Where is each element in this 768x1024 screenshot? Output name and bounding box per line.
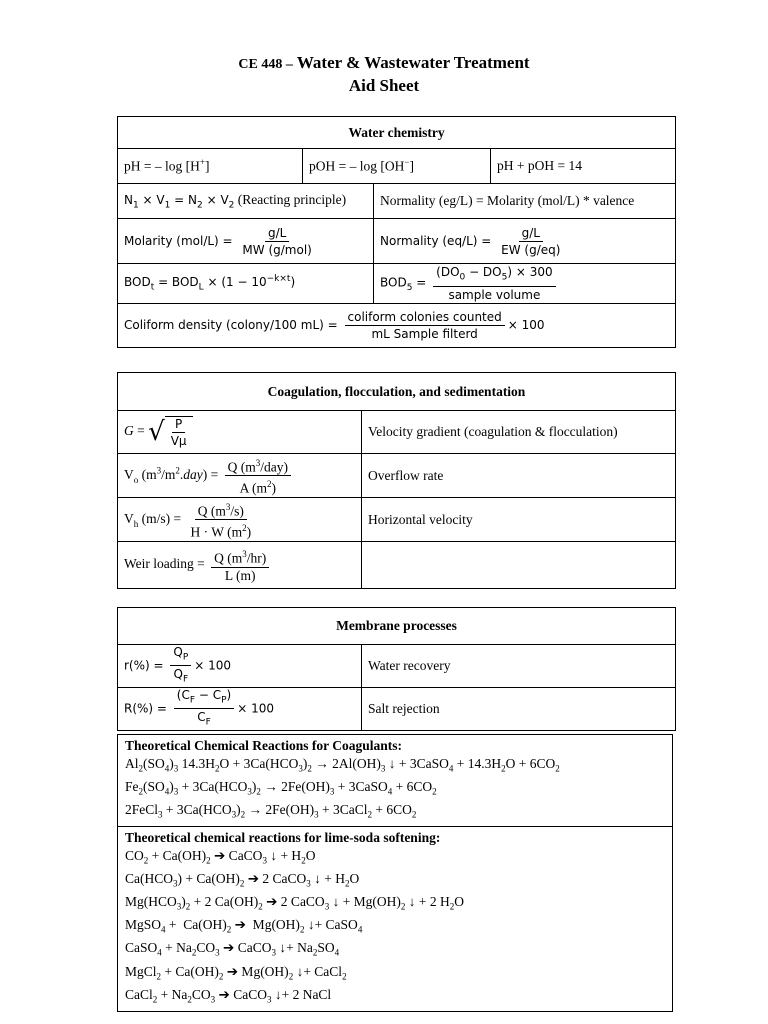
water-recovery-desc: Water recovery [362,645,676,688]
coliform-fraction: $\frac{\text{coliform colonies counted}}{\text{mL Sample filterd}}$ [345,310,505,341]
normality-definition: Normality (eg/L) = Molarity (mol/L) * valence [374,184,676,219]
coagulant-reactions [118,735,672,826]
weir-loading-desc [362,542,676,589]
weir-loading-formula: Weir loading = $\frac{Q (m^3/hr)}{L (m)}$ [118,542,362,589]
ph-formula: pH = – log [H+] [118,149,303,184]
normality-fraction: $\frac{g/L}{EW (g/eq)}$ [501,225,561,257]
velocity-gradient-desc: Velocity gradient (coagulation & flocculation) [362,411,676,454]
poh-formula: pOH = – log [OH−] [303,149,491,184]
horizontal-velocity-desc: Horizontal velocity [362,498,676,542]
water-chemistry-table [117,116,676,348]
salt-rejection-desc: Salt rejection [362,687,676,730]
molarity-formula: Molarity (mol/L) = $\frac{g/L}{\text{MW (g/mol)}}$ [118,219,374,264]
reaction-7: CaCl$_2$ + $Na_2CO_3$ ➔ CaCO$_3$ ↓+ 2 NaCl [125,986,332,1005]
reacting-principle-formula: $N_1 \times V_1 = N_2 \times V_2$ (Reacting principle) [118,184,374,219]
reaction-1: $CO_2 + Ca(OH)_2$ ➔ CaCO$_3$ ↓ + $H_2O$ [125,847,316,866]
membrane-table [117,607,676,731]
reaction-alum: $Al_2(SO_4)_3$ $14.3H_2O + 3Ca(HCO_3)_2 \to 2Al(OH)_3$ ↓ + 3CaSO$_4$ + $14.3H_2O + 6CO_2$ [125,755,560,774]
ph-poh-sum: pH + pOH = 14 [491,149,676,184]
bod-t-formula: $BOD_t = BOD_L \times (1 - 10^{-k\times t})$ [118,264,374,304]
reaction-2: $Ca(HCO_3) + Ca(OH)_2$ ➔ 2 CaCO$_3$ ↓ + $H_2O$ [125,870,360,889]
page-title: Water & Wastewater Treatment [296,53,530,72]
molarity-fraction: $\frac{g/L}{\text{MW (g/mol)}}$ [242,225,312,257]
page-header [0,52,768,96]
reaction-ferric-chloride: 2FeCl$_3$ + $3Ca(HCO_3)_2 \to 2Fe(OH)_3$ + 3CaCl$_2$ + $6CO_2$ [125,801,417,820]
coagulation-title: Coagulation, flocculation, and sedimentation [118,373,676,411]
reaction-6: MgCl$_2$ + $Ca(OH)_2$ ➔ $Mg(OH)_2$ ↓+ CaCl$_2$ [125,963,347,982]
reacting-principle-note: (Reacting principle) [237,191,347,207]
water-chemistry-title: Water chemistry [118,117,676,149]
reaction-4: MgSO$_4$ + $Ca(OH)_2$ ➔ $Mg(OH)_2$ ↓+ CaSO$_4$ [125,917,363,935]
overflow-rate-desc: Overflow rate [362,454,676,498]
velocity-gradient-formula: G = √ $\frac{P}{V\mu}$ [118,411,362,454]
course-code: CE 448 – [238,57,293,72]
coagulation-table [117,372,676,589]
overflow-rate-formula: $V_o$ $(m^3/m^2.day)$ = $\frac{Q (m^3/day)}{A (m^2)}$ [118,454,362,498]
membrane-title: Membrane processes [118,608,676,645]
coliform-density-formula: Coliform density (colony/100 mL) = $\frac{\text{coliform colonies counted}}{\text{mL Sample filterd}}$ × 100 [118,304,676,348]
salt-rejection-formula: R(%) = $\frac{(C_F - C_P)}{C_F}$ × 100 [118,687,362,730]
reaction-5: CaSO$_4$ + $Na_2CO_3$ ➔ CaCO$_3$ ↓+ $Na_2SO_4$ [125,940,340,958]
bod5-fraction: $\frac{(DO_0 - DO_5) \times 300}{\text{sample volume}}$ [433,265,556,301]
bod5-formula: $BOD_5$ = $\frac{(DO_0 - DO_5) \times 300}{\text{sample volume}}$ [374,264,676,304]
softening-reactions-title: Theoretical chemical reactions for lime-soda softening: [125,830,441,846]
reactions-box [117,734,673,1012]
page-subtitle: Aid Sheet [348,76,420,95]
reaction-3: $Mg(HCO_3)_2 + 2$ $Ca(OH)_2$ ➔ 2 CaCO$_3$ ↓ + $Mg(OH)_2$ ↓ + 2 $H_2O$ [125,893,465,912]
water-recovery-formula: r(%) = $\frac{Q_P}{Q_F}$ × 100 [118,645,362,688]
normality-formula: Normality (eq/L) = $\frac{g/L}{EW (g/eq)}$ [374,219,676,264]
reaction-ferric-sulfate: $Fe_2(SO_4)_3 + 3Ca(HCO_3)_2 \to 2Fe(OH)_3$ + 3CaSO$_4$ + $6CO_2$ [125,778,437,797]
horizontal-velocity-formula: $V_h$ (m/s) = $\frac{Q (m^3/s)}{H \cdot W (m^2)}$ [118,498,362,542]
coagulant-reactions-title: Theoretical Chemical Reactions for Coagulants: [125,738,402,753]
softening-reactions [118,826,672,1011]
